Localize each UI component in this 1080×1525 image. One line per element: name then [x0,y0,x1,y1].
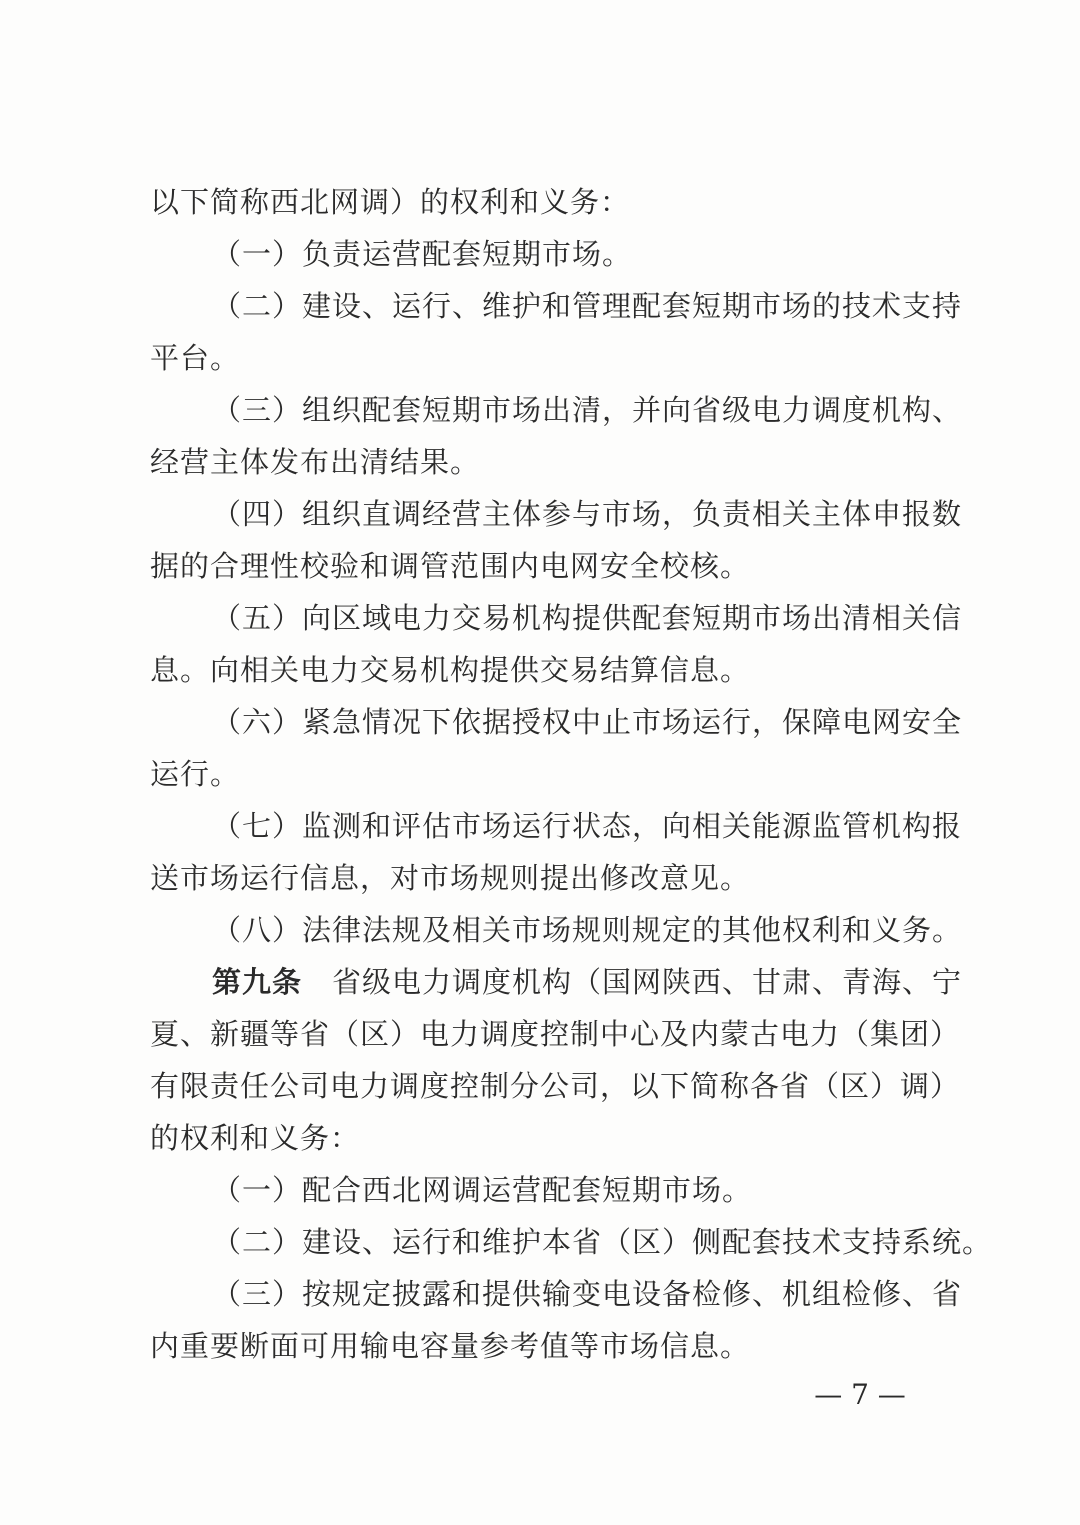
line-text: 送市场运行信息，对市场规则提出修改意见。 [150,861,751,895]
line-text: （三）按规定披露和提供输变电设备检修、机组检修、省 [212,1277,963,1311]
text-line [150,592,963,644]
text-line [150,904,963,956]
text-line [150,1320,936,1372]
line-text: （六）紧急情况下依据授权中止市场运行，保障电网安全 [212,705,963,739]
line-text: （八）法律法规及相关市场规则规定的其他权利和义务。 [212,913,963,947]
text-line [150,1216,993,1268]
line-text: 以下简称西北网调）的权利和义务： [150,185,631,219]
text-line [150,1164,936,1216]
text-line [150,852,936,904]
line-text: 运行。 [150,757,241,791]
page-number: — 7 — [814,1378,906,1411]
line-text: 内重要断面可用输电容量参考值等市场信息。 [150,1329,751,1363]
text-line [150,956,963,1008]
line-text: （五）向区域电力交易机构提供配套短期市场出清相关信 [212,601,963,635]
line-text: （一）配合西北网调运营配套短期市场。 [212,1173,753,1207]
line-text: 夏、新疆等省（区）电力调度控制中心及内蒙古电力（集团） [150,1017,961,1051]
text-line [150,748,936,800]
line-text: 省级电力调度机构（国网陕西、甘肃、青海、宁 [332,965,963,999]
line-text: 的权利和义务： [150,1121,361,1155]
line-text: 有限责任公司电力调度控制分公司，以下简称各省（区）调） [150,1069,961,1103]
text-line [150,384,963,436]
line-text: 平台。 [150,341,241,375]
text-line [150,1060,961,1112]
text-line [150,176,936,228]
text-line [150,436,936,488]
text-line [150,540,936,592]
line-text: 经营主体发布出清结果。 [150,445,481,479]
line-text: （三）组织配套短期市场出清，并向省级电力调度机构、 [212,393,963,427]
text-line [150,280,963,332]
text-line [150,332,936,384]
document-body [150,176,993,1372]
text-line [150,488,963,540]
line-text: （二）建设、运行、维护和管理配套短期市场的技术支持 [212,289,963,323]
text-line [150,1008,961,1060]
text-line [150,800,963,852]
article-number: 第九条 [212,965,303,999]
text-line [150,696,963,748]
line-text: （一）负责运营配套短期市场。 [212,237,633,271]
line-text: （四）组织直调经营主体参与市场，负责相关主体申报数 [212,497,963,531]
line-text: 据的合理性校验和调管范围内电网安全校核。 [150,549,751,583]
text-line [150,1268,963,1320]
text-line [150,644,936,696]
line-text: （二）建设、运行和维护本省（区）侧配套技术支持系统。 [212,1225,993,1259]
text-line [150,228,936,280]
line-text: （七）监测和评估市场运行状态，向相关能源监管机构报 [212,809,963,843]
line-text: 息。向相关电力交易机构提供交易结算信息。 [150,653,751,687]
text-line [150,1112,936,1164]
